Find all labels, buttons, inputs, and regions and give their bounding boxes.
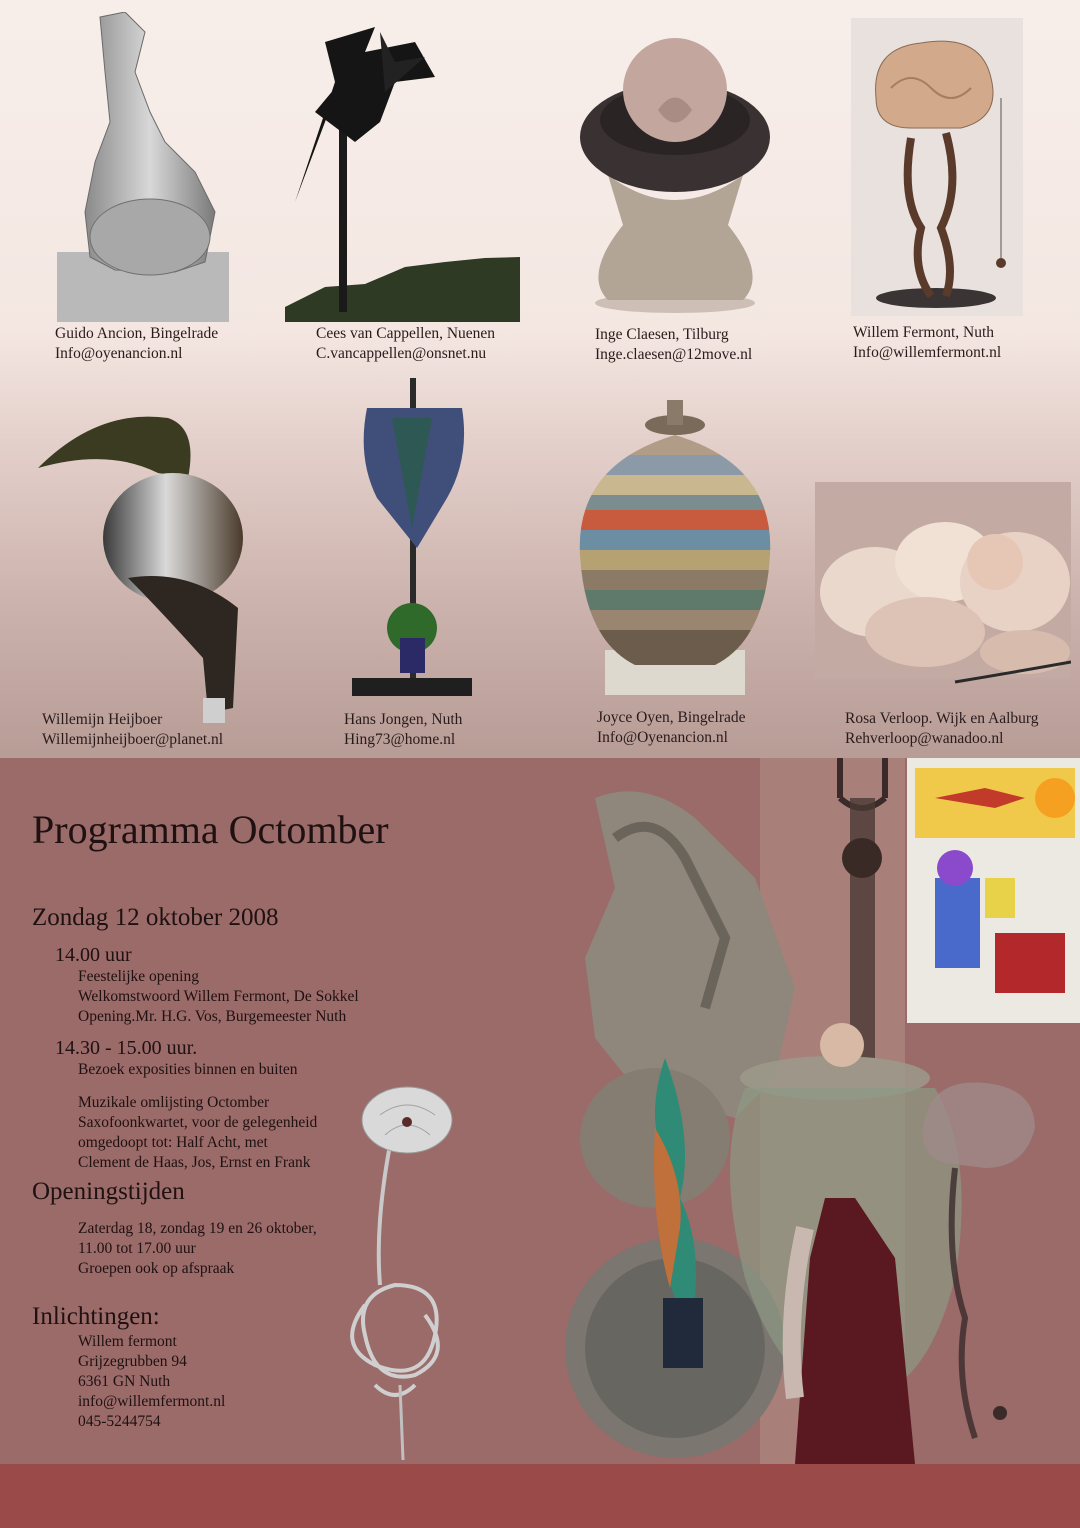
artist-name: Hans Jongen, Nuth <box>344 711 463 728</box>
artist-caption-5 <box>42 710 223 750</box>
artist-email[interactable]: Info@willemfermont.nl <box>853 344 1002 361</box>
vase-oyen-image <box>575 395 775 707</box>
program-title: Programma Octomber <box>32 807 389 852</box>
artist-name: Rosa Verloop. Wijk en Aalburg <box>845 710 1039 727</box>
artist-name: Guido Ancion, Bingelrade <box>55 325 219 342</box>
artwork-collage <box>555 758 1080 1464</box>
sculpture-ancion-image <box>55 12 235 322</box>
contact-street: Grijzegrubben 94 <box>78 1353 187 1370</box>
artist-caption-3 <box>595 325 752 365</box>
detail-line: omgedoopt tot: Half Acht, met <box>78 1134 268 1151</box>
contact-city: 6361 GN Nuth <box>78 1373 171 1390</box>
artist-caption-7 <box>597 708 746 748</box>
sculpture-heijboer-image <box>38 408 253 728</box>
detail-line: Opening.Mr. H.G. Vos, Burgemeester Nuth <box>78 1008 347 1025</box>
time-slot-1: 14.00 uur <box>55 944 132 966</box>
footer-band <box>0 1464 1080 1528</box>
contact-email[interactable]: info@willemfermont.nl <box>78 1393 226 1410</box>
contact-name: Willem fermont <box>78 1333 177 1350</box>
flower-sculpture-image <box>335 1085 460 1460</box>
opening-hours-details <box>78 1219 317 1279</box>
sculpture-cappellen-image <box>285 22 520 322</box>
detail-line: Muzikale omlijsting Octomber <box>78 1094 270 1111</box>
artist-caption-8 <box>845 709 1039 749</box>
artist-name: Willemijn Heijboer <box>42 711 163 728</box>
info-title: Inlichtingen: <box>32 1303 160 1330</box>
artist-caption-2 <box>316 324 495 364</box>
time-slot-1-details <box>78 967 359 1027</box>
opening-hours-title: Openingstijden <box>32 1178 185 1205</box>
program-date: Zondag 12 oktober 2008 <box>32 904 279 931</box>
artist-email[interactable]: Rehverloop@wanadoo.nl <box>845 730 1004 747</box>
time-slot-2: 14.30 - 15.00 uur. <box>55 1037 198 1059</box>
sculpture-fermont-image <box>851 18 1023 316</box>
artist-email[interactable]: Inge.claesen@12move.nl <box>595 346 753 363</box>
detail-line: Zaterdag 18, zondag 19 en 26 oktober, <box>78 1220 317 1237</box>
artist-name: Willem Fermont, Nuth <box>853 324 995 341</box>
detail-line: 11.00 tot 17.00 uur <box>78 1240 196 1257</box>
time-slot-2-details <box>78 1060 298 1080</box>
detail-line: Saxofoonkwartet, voor de gelegenheid <box>78 1114 318 1131</box>
artist-name: Joyce Oyen, Bingelrade <box>597 709 746 726</box>
detail-line: Bezoek exposities binnen en buiten <box>78 1061 298 1078</box>
detail-line: Groepen ook op afspraak <box>78 1260 235 1277</box>
artist-caption-6 <box>344 710 462 750</box>
artist-caption-4 <box>853 323 1001 363</box>
artist-email[interactable]: C.vancappellen@onsnet.nu <box>316 345 487 362</box>
sculpture-verloop-image <box>815 482 1071 692</box>
detail-line: Clement de Haas, Jos, Ernst en Frank <box>78 1154 311 1171</box>
artist-name: Cees van Cappellen, Nuenen <box>316 325 496 342</box>
artist-name: Inge Claesen, Tilburg <box>595 326 729 343</box>
detail-line: Welkomstwoord Willem Fermont, De Sokkel <box>78 988 359 1005</box>
detail-line: Feestelijke opening <box>78 968 199 985</box>
sculpture-jongen-image <box>352 378 472 700</box>
info-details <box>78 1332 225 1432</box>
artist-email[interactable]: Info@Oyenancion.nl <box>597 729 728 746</box>
artist-caption-1 <box>55 324 218 364</box>
artist-email[interactable]: Willemijnheijboer@planet.nl <box>42 731 224 748</box>
artist-email[interactable]: Hing73@home.nl <box>344 731 456 748</box>
sculpture-claesen-image <box>578 25 773 315</box>
music-details <box>78 1093 317 1173</box>
artist-email[interactable]: Info@oyenancion.nl <box>55 345 183 362</box>
contact-phone: 045-5244754 <box>78 1413 161 1430</box>
